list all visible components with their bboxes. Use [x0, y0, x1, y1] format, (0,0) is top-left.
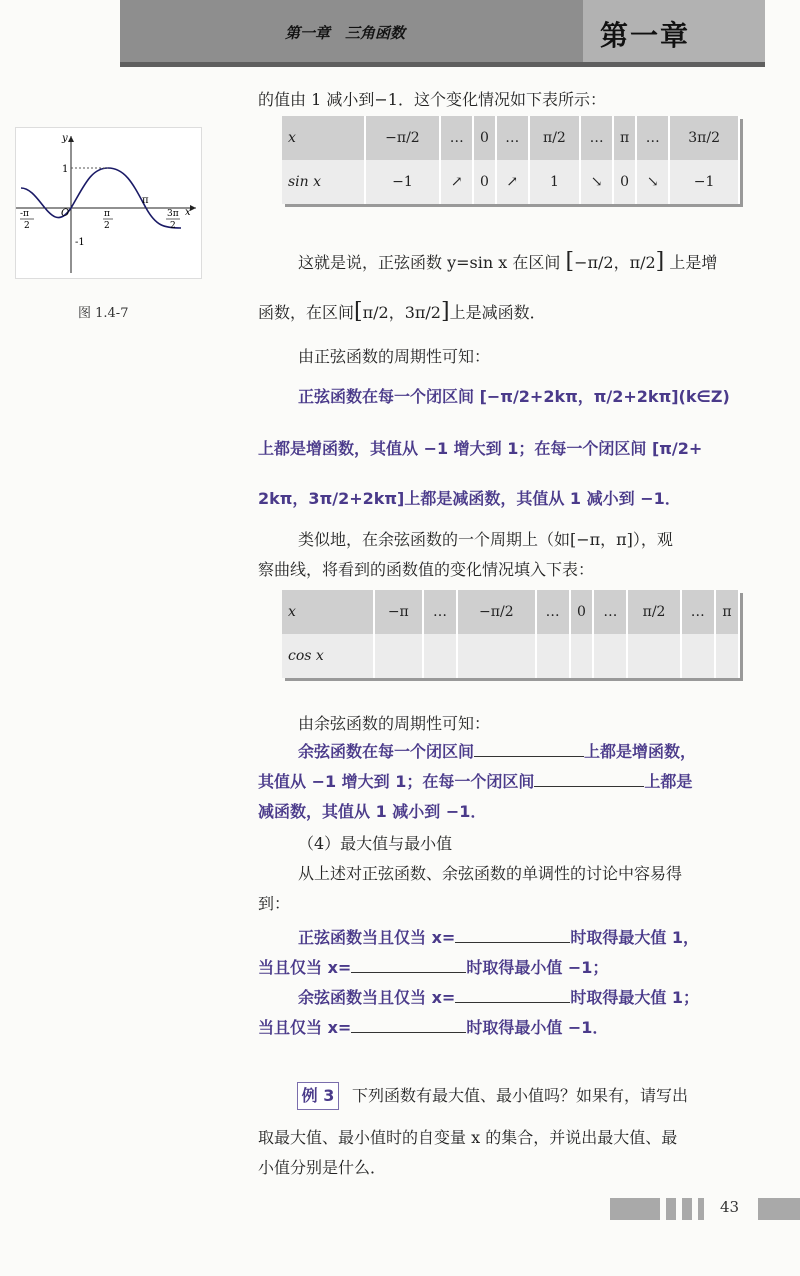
svg-text:π: π: [104, 209, 110, 219]
table-cell: …: [593, 590, 627, 634]
svg-text:2: 2: [104, 221, 110, 231]
table-cell: −π/2: [365, 116, 441, 160]
table-cell: π: [613, 116, 636, 160]
pi-label: π: [142, 195, 149, 206]
page-number: 43: [720, 1198, 740, 1216]
sine-curve: [21, 168, 181, 228]
table-cell: 0: [570, 590, 593, 634]
table-cell: …: [681, 590, 715, 634]
sin-increase-statement: 正弦函数在每一个闭区间 [−π/2+2kπ，π/2+2kπ](k∈Z): [298, 387, 730, 406]
svg-text:-π: -π: [20, 209, 29, 219]
table-row-label: x: [282, 116, 365, 160]
text-line: 由正弦函数的周期性可知：: [298, 347, 491, 366]
sin-min-statement: 当且仅当 x= 时取得最小值 −1；: [258, 958, 609, 977]
table-row-label: cos x: [282, 634, 374, 678]
x-label: x: [185, 207, 191, 218]
table-cell: −1: [365, 160, 441, 204]
text-line: 察曲线，将看到的函数值的变化情况填入下表：: [258, 560, 595, 579]
table-cell: 1: [529, 160, 580, 204]
table-cell: [715, 634, 739, 678]
cos-min-statement: 当且仅当 x= 时取得最小值 −1．: [258, 1018, 609, 1037]
chapter-subtitle: 第一章 三角函数: [285, 24, 406, 42]
text-line: 函数，在区间[π/2，3π/2]上是减函数．: [258, 299, 546, 324]
svg-text:2: 2: [24, 221, 30, 231]
text-line: 到：: [258, 894, 291, 913]
table-cell: …: [636, 116, 669, 160]
sin-decrease-statement: 2kπ，3π/2+2kπ]上都是减函数，其值从 1 减小到 −1．: [258, 489, 681, 508]
table-cell: 0: [473, 160, 496, 204]
chapter-label: 第一章: [600, 19, 691, 52]
cos-statement: 其值从 −1 增大到 1；在每一个闭区间 上都是: [258, 772, 693, 791]
table-cell: …: [423, 590, 457, 634]
svg-text:2: 2: [170, 221, 176, 231]
table-cell: 0: [613, 160, 636, 204]
table-cell: π: [715, 590, 739, 634]
text-line: 由余弦函数的周期性可知：: [298, 714, 491, 733]
origin-label: O: [61, 208, 70, 219]
table-cell: π/2: [627, 590, 680, 634]
header-underline: [120, 62, 765, 67]
table-cell: 3π/2: [669, 116, 739, 160]
one-label: 1: [62, 164, 69, 175]
section-heading: （4）最大值与最小值: [298, 834, 453, 853]
sine-graph-figure: [15, 127, 202, 279]
table-cell: [627, 634, 680, 678]
example-text: 小值分别是什么．: [258, 1158, 387, 1177]
example-text: 下列函数有最大值、最小值吗？如果有，请写出: [352, 1086, 689, 1105]
table-cell: −1: [669, 160, 739, 204]
table-cell: [536, 634, 570, 678]
table-cell: −π/2: [457, 590, 535, 634]
cos-max-statement: 余弦函数当且仅当 x= 时取得最大值 1；: [298, 988, 700, 1007]
cos-statement: 余弦函数在每一个闭区间 上都是增函数，: [298, 742, 697, 761]
sin-max-statement: 正弦函数当且仅当 x= 时取得最大值 1，: [298, 928, 700, 947]
table-cell: [681, 634, 715, 678]
table-cell: …: [536, 590, 570, 634]
table-cell: 0: [473, 116, 496, 160]
table-cell: ↘: [580, 160, 613, 204]
table-cell: …: [580, 116, 613, 160]
table-row-label: sin x: [282, 160, 365, 204]
table-cell: [457, 634, 535, 678]
sin-table: [282, 116, 740, 204]
y-label: y: [62, 133, 68, 144]
cos-statement: 减函数，其值从 1 减小到 −1．: [258, 802, 487, 821]
table-cell: [423, 634, 457, 678]
cos-table: [282, 590, 740, 678]
table-cell: [593, 634, 627, 678]
table-cell: −π: [374, 590, 423, 634]
text-line: 这就是说，正弦函数 y=sin x 在区间 [−π/2，π/2] 上是增: [298, 249, 718, 274]
table-cell: ↗: [496, 160, 529, 204]
text-line: 从上述对正弦函数、余弦函数的单调性的讨论中容易得: [298, 864, 683, 883]
text-line: 类似地，在余弦函数的一个周期上（如[−π，π]），观: [298, 530, 673, 549]
table-cell: π/2: [529, 116, 580, 160]
figure-caption: 图 1.4-7: [78, 306, 129, 321]
table-cell: …: [440, 116, 473, 160]
example-text: 取最大值、最小值时的自变量 x 的集合，并说出最大值、最: [258, 1128, 678, 1147]
table-cell: [570, 634, 593, 678]
svg-text:3π: 3π: [167, 209, 179, 219]
table-cell: ↘: [636, 160, 669, 204]
table-cell: …: [496, 116, 529, 160]
table-cell: [374, 634, 423, 678]
sin-statement-cont: 上都是增函数，其值从 −1 增大到 1；在每一个闭区间 [π/2+: [258, 439, 703, 458]
example-tag: 例 3: [297, 1082, 339, 1110]
table-cell: ↗: [440, 160, 473, 204]
neg-one-label: -1: [75, 237, 85, 248]
table-row-label: x: [282, 590, 374, 634]
intro-line: 的值由 1 减小到−1．这个变化情况如下表所示：: [258, 90, 606, 109]
